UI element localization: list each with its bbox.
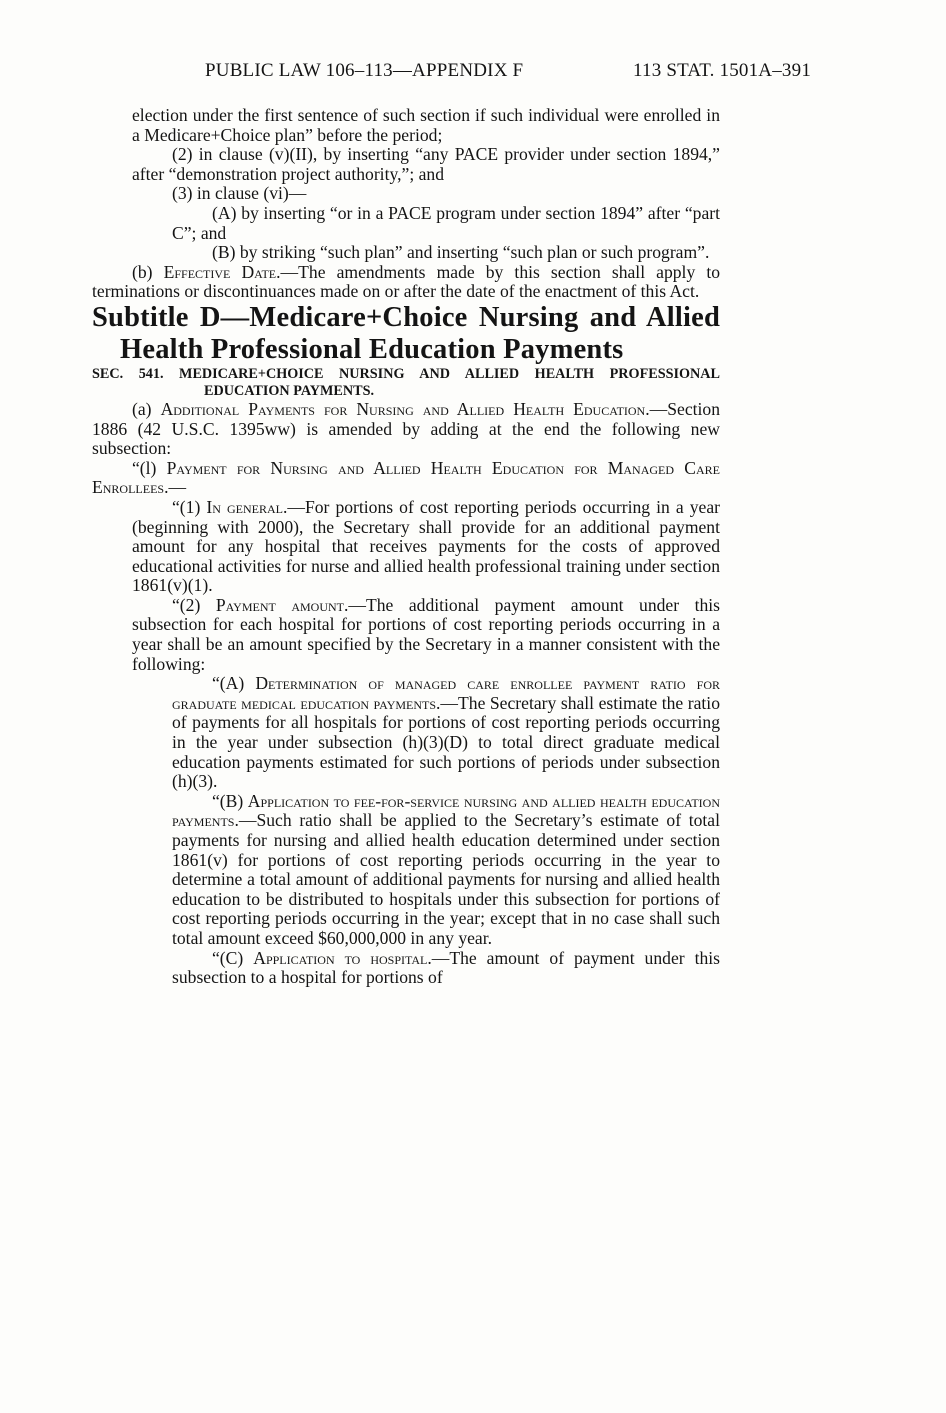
- paragraph-2a: [92, 674, 720, 792]
- label-2b: Application to fee-for-service nursing and allied health education payments: [172, 790, 720, 831]
- text-2b: .—Such ratio shall be applied to the Secretary’s estimate of total payments for nursing and allied health education determined under section 1861(v) for portions of cost reporting periods occurring in the year to determine a total amount of additional payments for nursing and allied health education to be distributed to hospitals under this subsection for portions of cost reporting periods occurring in the year; except that in no case shall such total amount exceed $60,000,000 in any year.: [172, 810, 720, 948]
- header-stat-citation: 113 STAT. 1501A–391: [633, 60, 812, 81]
- text-1: .—For portions of cost reporting periods occurring in a year (beginning with 2000), the Secretary shall provide for an additional payment amount for any hospital that receives payments for the costs of approved educational activities for nurse and allied health professional training under section 1861(v)(1).: [132, 496, 720, 596]
- text-effective-date: .—The amendments made by this section shall apply to terminations or discontinuances made on or after the date of the enactment of this Act.: [92, 261, 721, 302]
- lead-2c: “(C): [212, 947, 254, 968]
- running-header: [205, 60, 865, 82]
- label-2: Payment amount: [215, 594, 344, 615]
- text-a: .—Section 1886 (42 U.S.C. 1395ww) is amended by adding at the end the following new subsection:: [92, 398, 720, 459]
- header-title: PUBLIC LAW 106–113—APPENDIX F: [205, 60, 524, 81]
- lead-2a: “(A): [212, 673, 256, 694]
- paragraph-a: [92, 400, 720, 459]
- paragraph-1: [92, 498, 720, 596]
- text-2a: .—The Secretary shall estimate the ratio of payments for all hospitals for portions of cost reporting periods occurring in the year under subsection (h)(3)(D) to total direct graduate medical education payments estimated for such portions of periods under subsection (h)(3).: [172, 692, 720, 792]
- paragraph-2c: [92, 949, 720, 988]
- paragraph-effective-date: [92, 263, 720, 302]
- lead-b: (b): [132, 261, 164, 282]
- paragraph-2b: [92, 792, 720, 949]
- paragraph-clause-2: (2) in clause (v)(II), by inserting “any PACE provider under section 1894,” after “demonstration project authority,”; and: [132, 144, 720, 184]
- label-2a: Determination of managed care enrollee payment ratio for graduate medical education payments: [172, 673, 720, 713]
- text-2: .—The additional payment amount under this subsection for each hospital for portions of cost reporting periods occurring in a year shall be an amount specified by the Secretary in a manner consistent with the following:: [132, 594, 720, 674]
- lead-2b: “(B): [212, 790, 248, 811]
- paragraph-clause-3: (3) in clause (vi)—: [172, 183, 307, 204]
- text-l: .—: [164, 477, 187, 498]
- label-1: In general: [206, 496, 283, 517]
- paragraph-l: [92, 459, 720, 498]
- section-heading: SEC. 541. MEDICARE+CHOICE NURSING AND ALLIED HEALTH PROFESSIONAL EDUCATION PAYMENTS.: [92, 365, 720, 399]
- label-2c: Application to hospital: [253, 947, 428, 968]
- lead-1: “(1): [172, 496, 207, 517]
- body-text: [92, 106, 720, 988]
- paragraph-2: [92, 596, 720, 674]
- label-l: Payment for Nursing and Allied Health Education for Managed Care Enrollees: [92, 457, 720, 498]
- lead-l: “(l): [132, 457, 167, 478]
- paragraph-subclause-a: (A) by inserting “or in a PACE program under section 1894” after “part C”; and: [172, 202, 720, 243]
- label-effective-date: Effective Date: [163, 261, 277, 282]
- lead-2: “(2): [172, 594, 216, 615]
- subtitle-heading: Subtitle D—Medicare+Choice Nursing and Allied Health Professional Education Payments: [92, 301, 720, 365]
- lead-a: (a): [132, 398, 161, 419]
- text-2c: .—The amount of payment under this subsection to a hospital for portions of: [172, 947, 720, 988]
- paragraph-subclause-b: (B) by striking “such plan” and inserting “such plan or such program”.: [212, 242, 710, 263]
- label-a: Additional Payments for Nursing and Allied Health Education: [160, 398, 646, 419]
- paragraph-continuation: election under the first sentence of such section if such individual were enrolled in a Medicare+Choice plan” before the period;: [132, 105, 720, 145]
